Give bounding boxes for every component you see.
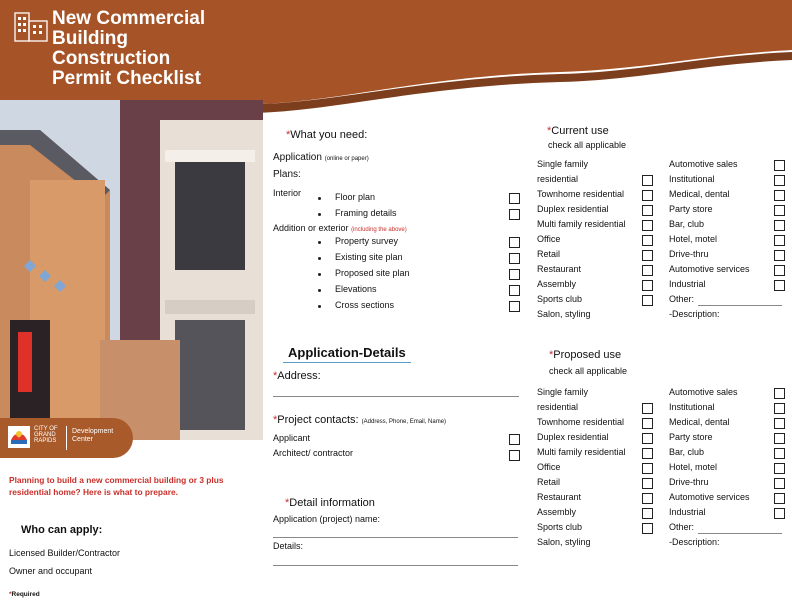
use-checkbox[interactable]: [642, 265, 653, 276]
use-option-label: Institutional: [669, 402, 715, 412]
use-option-label: Medical, dental: [669, 417, 730, 427]
other-field[interactable]: [698, 533, 782, 534]
bullet: [318, 273, 321, 276]
use-option-label: Sports club: [537, 522, 583, 532]
checklist-item: Floor plan: [335, 192, 376, 202]
bullet: [318, 197, 321, 200]
use-checkbox[interactable]: [774, 478, 785, 489]
use-option-label: Retail: [537, 249, 561, 259]
plans-label: Plans:: [273, 169, 301, 180]
use-checkbox[interactable]: [642, 190, 653, 201]
use-checkbox[interactable]: [774, 190, 785, 201]
use-checkbox[interactable]: [642, 175, 653, 186]
use-option-label: Industrial: [669, 507, 706, 517]
use-option-label: Institutional: [669, 174, 715, 184]
use-checkbox[interactable]: [774, 205, 785, 216]
who-item: Licensed Builder/Contractor: [9, 548, 121, 558]
details-label: Details:: [273, 541, 304, 551]
checkbox[interactable]: [509, 450, 520, 461]
use-option-label: Single family: [537, 159, 589, 169]
use-option-label: Single family: [537, 387, 589, 397]
building-photo: [0, 100, 263, 440]
use-option-label: Salon, styling: [537, 309, 591, 319]
use-checkbox[interactable]: [774, 448, 785, 459]
use-option-label: Office: [537, 234, 561, 244]
use-checkbox[interactable]: [774, 175, 785, 186]
use-option-label: Townhome residential: [537, 189, 625, 199]
use-checkbox[interactable]: [642, 433, 653, 444]
use-option-label: Drive-thru: [669, 249, 709, 259]
checkbox[interactable]: [509, 193, 520, 204]
use-option-label: Restaurant: [537, 264, 582, 274]
use-option-label: -Description:: [669, 537, 720, 547]
use-checkbox[interactable]: [642, 205, 653, 216]
use-option-label: Industrial: [669, 279, 706, 289]
use-checkbox[interactable]: [642, 523, 653, 534]
project-contacts-label: *Project contacts: (Address, Phone, Email, Name): [273, 414, 447, 426]
use-checkbox[interactable]: [642, 295, 653, 306]
use-checkbox[interactable]: [774, 220, 785, 231]
use-checkbox[interactable]: [642, 220, 653, 231]
use-option-label: Duplex residential: [537, 432, 609, 442]
use-option-label: Assembly: [537, 279, 577, 289]
checkbox[interactable]: [509, 434, 520, 445]
use-option-label: Multi family residential: [537, 447, 626, 457]
checkbox[interactable]: [509, 253, 520, 264]
use-checkbox[interactable]: [774, 493, 785, 504]
interior-label: Interior: [273, 188, 302, 198]
checklist-item: Framing details: [335, 208, 397, 218]
use-checkbox[interactable]: [642, 250, 653, 261]
use-checkbox[interactable]: [774, 265, 785, 276]
city-logo-icon: [8, 426, 30, 448]
use-checkbox[interactable]: [774, 433, 785, 444]
use-option-label: Party store: [669, 204, 713, 214]
use-option-label: Party store: [669, 432, 713, 442]
checklist-item: Property survey: [335, 236, 399, 246]
use-option-label: Office: [537, 462, 561, 472]
address-label: *Address:: [273, 370, 321, 382]
use-option-label: Drive-thru: [669, 477, 709, 487]
checkbox[interactable]: [509, 269, 520, 280]
bullet: [318, 213, 321, 216]
use-option-label: Automotive sales: [669, 159, 738, 169]
use-checkbox[interactable]: [774, 403, 785, 414]
use-checkbox[interactable]: [774, 418, 785, 429]
checkbox[interactable]: [509, 209, 520, 220]
checklist-item: Cross sections: [335, 300, 395, 310]
use-option-label: Automotive sales: [669, 387, 738, 397]
use-checkbox[interactable]: [642, 280, 653, 291]
use-option-label: Bar, club: [669, 219, 705, 229]
page-title: New Commercial Building Construction Permit Checklist: [52, 8, 206, 89]
bullet: [318, 257, 321, 260]
bullet: [318, 289, 321, 292]
use-option-label: residential: [537, 402, 579, 412]
use-option-label: Duplex residential: [537, 204, 609, 214]
use-checkbox[interactable]: [642, 508, 653, 519]
checkbox[interactable]: [509, 301, 520, 312]
checkbox[interactable]: [509, 285, 520, 296]
intro-text: Planning to build a new commercial building or 3 plus residential home? Here is what to prepare.: [9, 475, 224, 497]
address-field[interactable]: [273, 396, 519, 397]
use-checkbox[interactable]: [774, 463, 785, 474]
bullet: [318, 305, 321, 308]
use-option-label: residential: [537, 174, 579, 184]
checklist-item: Elevations: [335, 284, 377, 294]
use-option-label: Automotive services: [669, 492, 750, 502]
use-option-label: Bar, club: [669, 447, 705, 457]
use-checkbox[interactable]: [774, 235, 785, 246]
use-option-label: Multi family residential: [537, 219, 626, 229]
who-can-apply-title: Who can apply:: [21, 524, 103, 536]
what-you-need-title: *What you need:: [286, 129, 368, 141]
application-label: Application (online or paper): [273, 152, 369, 163]
proposed-use-title: *Proposed use: [549, 349, 622, 361]
use-option-label: Restaurant: [537, 492, 582, 502]
use-checkbox[interactable]: [642, 403, 653, 414]
proposed-use-sub: check all applicable: [549, 366, 628, 376]
use-checkbox[interactable]: [774, 250, 785, 261]
required-note: *Required: [9, 591, 40, 598]
contact-item: Architect/ contractor: [273, 448, 354, 458]
use-checkbox[interactable]: [774, 388, 785, 399]
use-checkbox[interactable]: [774, 280, 785, 291]
bullet: [318, 241, 321, 244]
who-item: Owner and occupant: [9, 566, 93, 576]
use-option-label: Townhome residential: [537, 417, 625, 427]
use-checkbox[interactable]: [642, 418, 653, 429]
current-use-sub: check all applicable: [548, 140, 627, 150]
use-checkbox[interactable]: [774, 160, 785, 171]
use-option-label: Hotel, motel: [669, 462, 718, 472]
project-name-field[interactable]: [273, 537, 518, 538]
use-option-label: Other:: [669, 294, 695, 304]
use-option-label: Hotel, motel: [669, 234, 718, 244]
checkbox[interactable]: [509, 237, 520, 248]
use-option-label: Salon, styling: [537, 537, 591, 547]
contact-item: Applicant: [273, 433, 311, 443]
use-checkbox[interactable]: [642, 493, 653, 504]
use-option-label: Retail: [537, 477, 561, 487]
project-name-label: Application (project) name:: [273, 514, 381, 524]
detail-information-title: *Detail information: [285, 497, 375, 509]
use-option-label: Medical, dental: [669, 189, 730, 199]
use-checkbox[interactable]: [642, 478, 653, 489]
use-option-label: -Description:: [669, 309, 720, 319]
other-field[interactable]: [698, 305, 782, 306]
application-details-title: Application-Details: [288, 345, 406, 360]
details-field[interactable]: [273, 565, 518, 566]
checklist-item: Existing site plan: [335, 252, 403, 262]
addition-label: Addition or exterior (including the above): [273, 223, 407, 233]
use-option-label: Automotive services: [669, 264, 750, 274]
city-logo: CITY OF GRAND RAPIDS Development Center: [0, 418, 133, 458]
current-use-title: *Current use: [547, 125, 609, 137]
use-checkbox[interactable]: [774, 508, 785, 519]
use-checkbox[interactable]: [642, 448, 653, 459]
use-option-label: Sports club: [537, 294, 583, 304]
building-icon: [14, 12, 48, 42]
use-checkbox[interactable]: [642, 463, 653, 474]
use-option-label: Assembly: [537, 507, 577, 517]
use-option-label: Other:: [669, 522, 695, 532]
use-checkbox[interactable]: [642, 235, 653, 246]
checklist-item: Proposed site plan: [335, 268, 410, 278]
